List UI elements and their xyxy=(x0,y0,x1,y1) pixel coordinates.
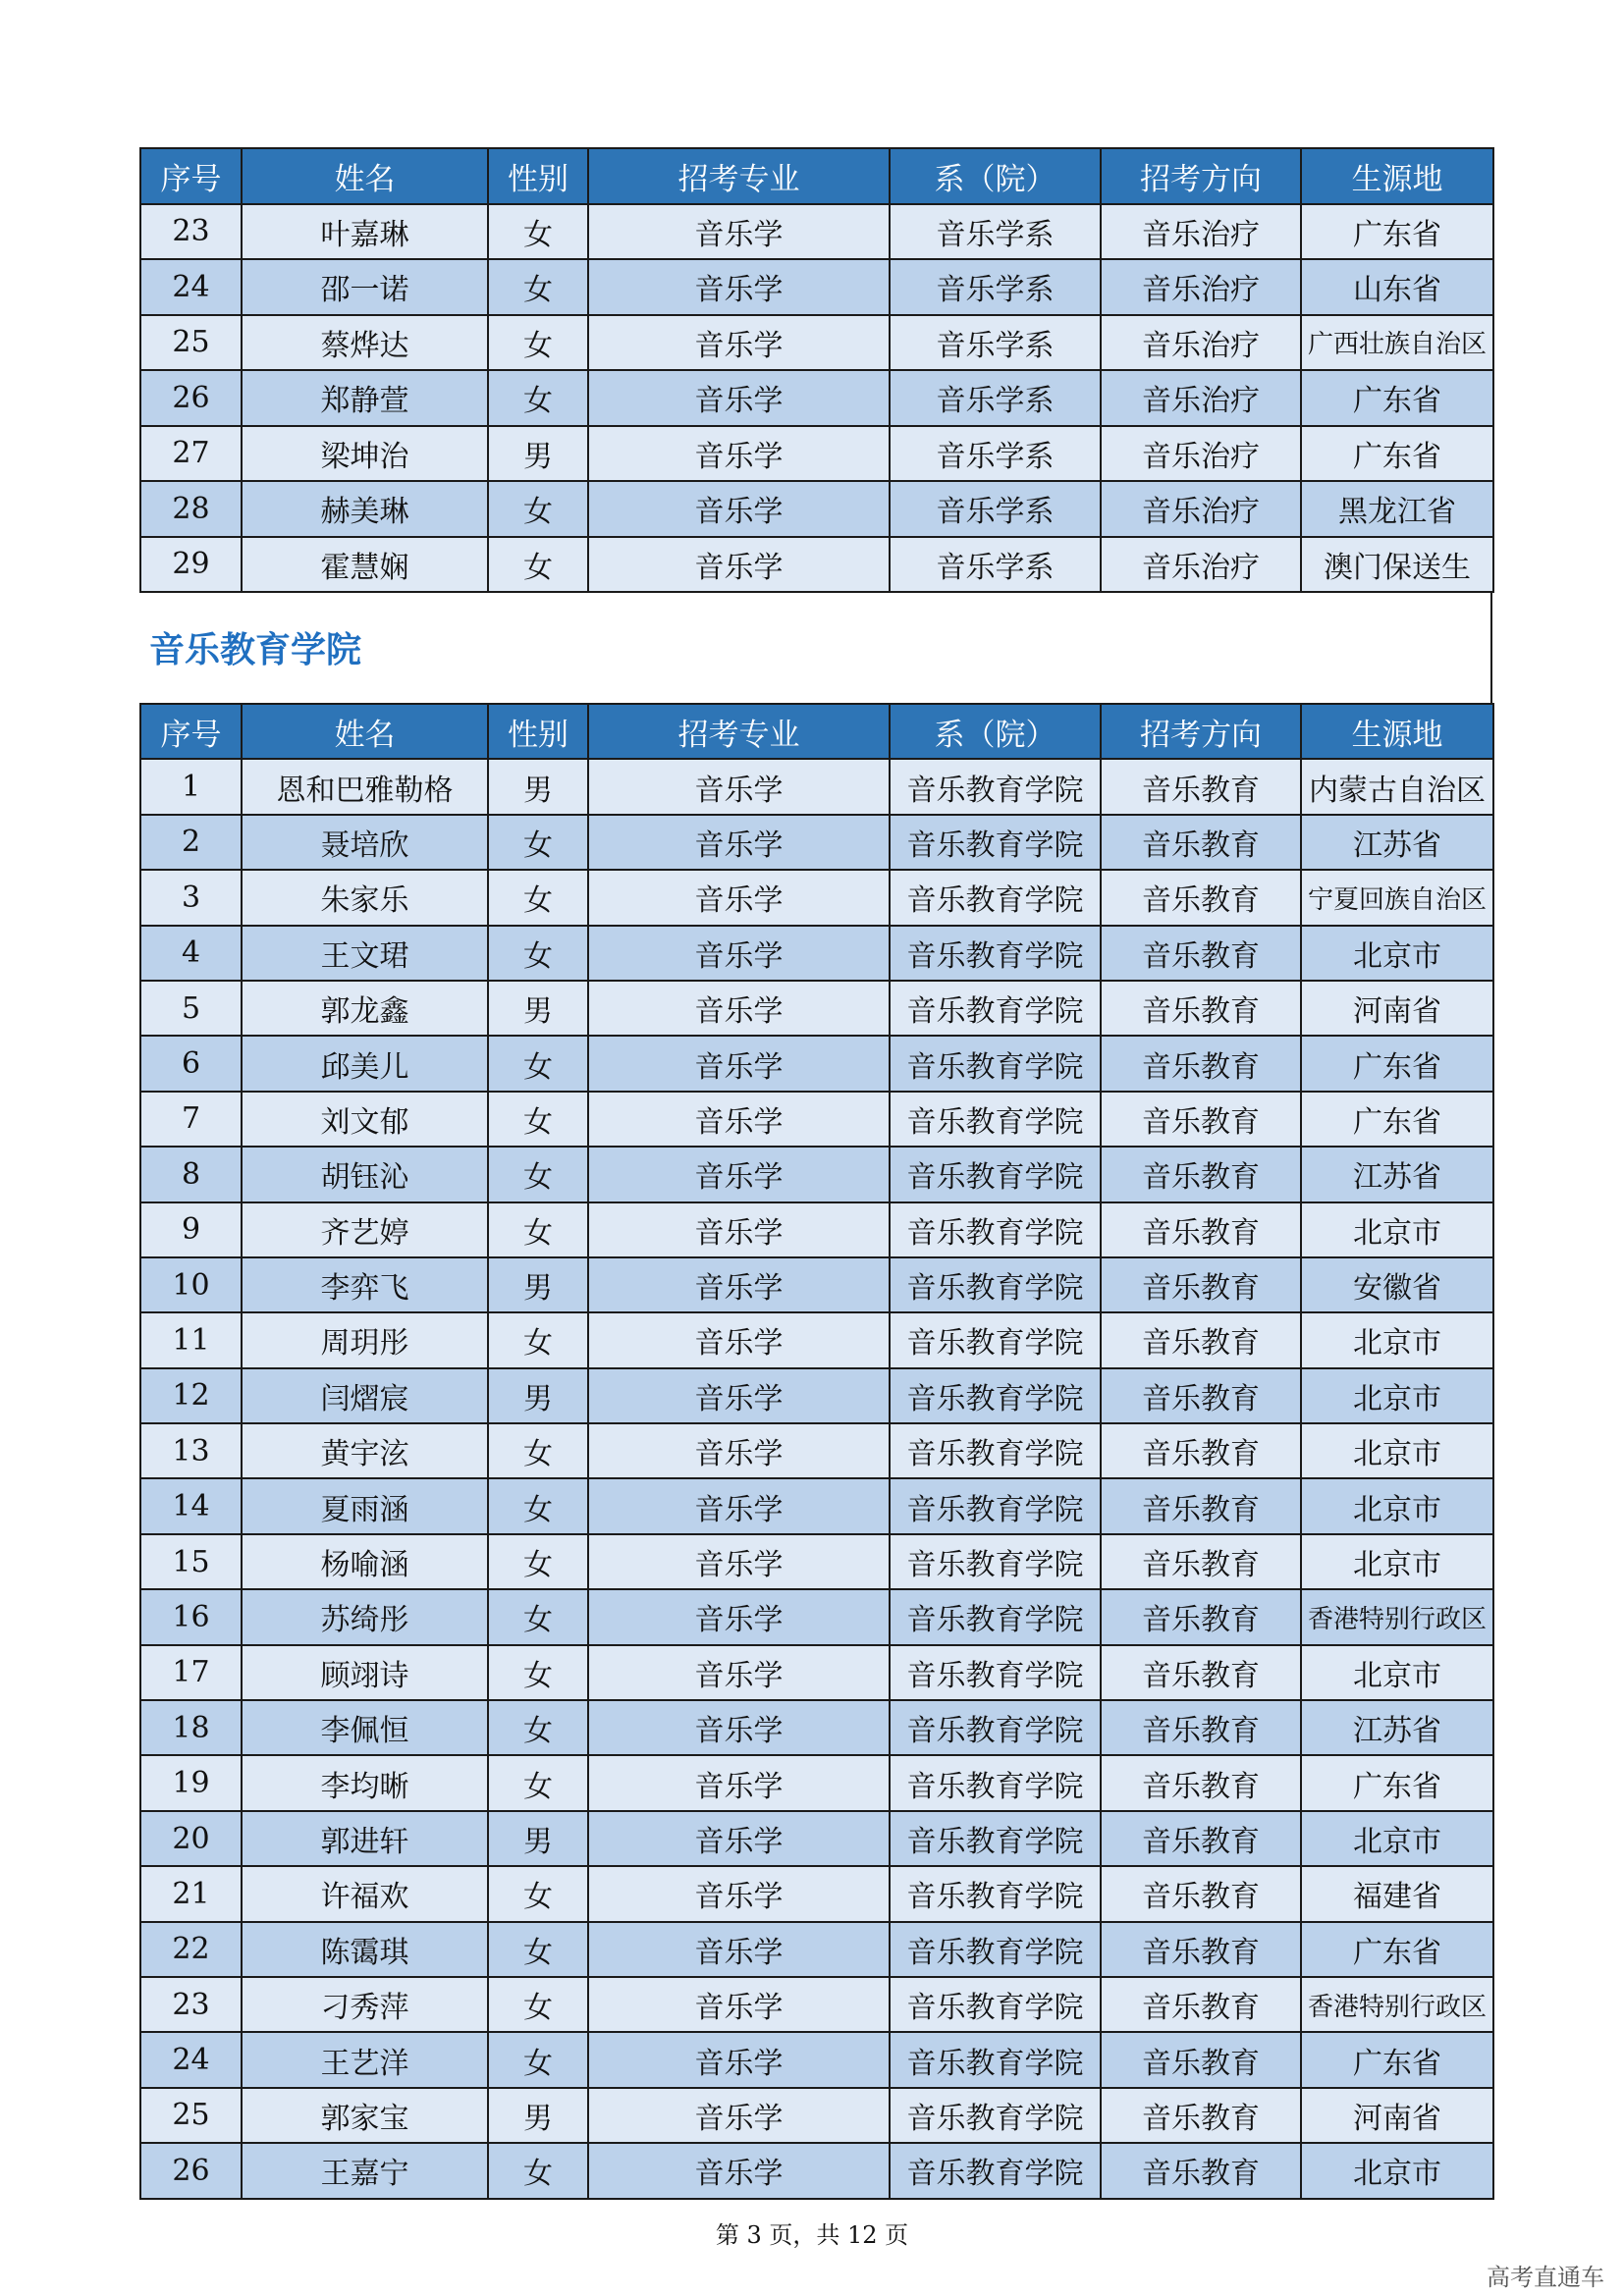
cell-origin: 广东省 xyxy=(1301,1092,1493,1147)
cell-gender: 女 xyxy=(488,2143,588,2198)
table-row xyxy=(140,2032,1493,2087)
cell-major: 音乐学 xyxy=(588,870,890,925)
cell-department: 音乐教育学院 xyxy=(890,1977,1101,2032)
table-row xyxy=(140,870,1493,925)
cell-major: 音乐学 xyxy=(588,315,890,371)
cell-direction: 音乐教育 xyxy=(1101,1202,1301,1257)
cell-direction: 音乐教育 xyxy=(1101,759,1301,814)
table-row xyxy=(140,1589,1493,1644)
cell-index: 27 xyxy=(140,426,242,482)
cell-origin: 宁夏回族自治区 xyxy=(1301,870,1493,925)
cell-gender: 女 xyxy=(488,1534,588,1589)
cell-origin: 香港特别行政区 xyxy=(1301,1589,1493,1644)
cell-major: 音乐学 xyxy=(588,1755,890,1810)
cell-origin: 福建省 xyxy=(1301,1866,1493,1921)
cell-direction: 音乐教育 xyxy=(1101,1589,1301,1644)
table-body xyxy=(140,759,1493,2198)
table-row xyxy=(140,1147,1493,1201)
cell-direction: 音乐教育 xyxy=(1101,1811,1301,1866)
table-row xyxy=(140,1202,1493,1257)
column-header-name: 姓名 xyxy=(242,148,488,204)
cell-gender: 女 xyxy=(488,481,588,537)
cell-index: 29 xyxy=(140,537,242,593)
cell-name: 赫美琳 xyxy=(242,481,488,537)
cell-direction: 音乐治疗 xyxy=(1101,370,1301,426)
cell-origin: 北京市 xyxy=(1301,1368,1493,1423)
cell-index: 22 xyxy=(140,1922,242,1977)
cell-origin: 河南省 xyxy=(1301,2088,1493,2143)
cell-name: 邱美儿 xyxy=(242,1036,488,1091)
table-row xyxy=(140,1534,1493,1589)
cell-index: 28 xyxy=(140,481,242,537)
cell-major: 音乐学 xyxy=(588,1368,890,1423)
cell-major: 音乐学 xyxy=(588,1423,890,1478)
section-title: 音乐教育学院 xyxy=(149,630,362,670)
cell-gender: 女 xyxy=(488,1036,588,1091)
cell-index: 13 xyxy=(140,1423,242,1478)
cell-department: 音乐教育学院 xyxy=(890,2032,1101,2087)
cell-gender: 男 xyxy=(488,759,588,814)
cell-major: 音乐学 xyxy=(588,1257,890,1312)
cell-department: 音乐教育学院 xyxy=(890,1645,1101,1700)
cell-origin: 北京市 xyxy=(1301,1202,1493,1257)
table-row xyxy=(140,1811,1493,1866)
cell-name: 李佩恒 xyxy=(242,1700,488,1755)
cell-origin: 广西壮族自治区 xyxy=(1301,315,1493,371)
cell-index: 24 xyxy=(140,2032,242,2087)
cell-major: 音乐学 xyxy=(588,537,890,593)
cell-index: 4 xyxy=(140,926,242,981)
cell-index: 18 xyxy=(140,1700,242,1755)
cell-name: 梁坤治 xyxy=(242,426,488,482)
roster-table-music-education-college xyxy=(139,703,1494,2200)
cell-direction: 音乐教育 xyxy=(1101,2143,1301,2198)
cell-department: 音乐教育学院 xyxy=(890,1922,1101,1977)
cell-name: 蔡烨达 xyxy=(242,315,488,371)
cell-gender: 女 xyxy=(488,204,588,260)
cell-department: 音乐教育学院 xyxy=(890,870,1101,925)
cell-major: 音乐学 xyxy=(588,759,890,814)
cell-gender: 女 xyxy=(488,1423,588,1478)
cell-direction: 音乐教育 xyxy=(1101,1147,1301,1201)
cell-name: 聂培欣 xyxy=(242,815,488,870)
cell-department: 音乐教育学院 xyxy=(890,1811,1101,1866)
cell-name: 顾翊诗 xyxy=(242,1645,488,1700)
cell-name: 郑静萱 xyxy=(242,370,488,426)
cell-major: 音乐学 xyxy=(588,1478,890,1533)
cell-index: 20 xyxy=(140,1811,242,1866)
cell-department: 音乐教育学院 xyxy=(890,1423,1101,1478)
table-row xyxy=(140,1755,1493,1810)
cell-name: 夏雨涵 xyxy=(242,1478,488,1533)
cell-direction: 音乐教育 xyxy=(1101,2088,1301,2143)
cell-department: 音乐教育学院 xyxy=(890,815,1101,870)
cell-index: 10 xyxy=(140,1257,242,1312)
cell-major: 音乐学 xyxy=(588,426,890,482)
column-header-index: 序号 xyxy=(140,148,242,204)
cell-direction: 音乐教育 xyxy=(1101,1257,1301,1312)
cell-gender: 女 xyxy=(488,1755,588,1810)
cell-direction: 音乐治疗 xyxy=(1101,426,1301,482)
cell-origin: 北京市 xyxy=(1301,1423,1493,1478)
cell-index: 12 xyxy=(140,1368,242,1423)
cell-origin: 北京市 xyxy=(1301,2143,1493,2198)
table-row xyxy=(140,1478,1493,1533)
cell-index: 23 xyxy=(140,204,242,260)
cell-origin: 广东省 xyxy=(1301,1755,1493,1810)
header-row xyxy=(140,148,1493,204)
cell-department: 音乐教育学院 xyxy=(890,1866,1101,1921)
cell-major: 音乐学 xyxy=(588,1645,890,1700)
cell-department: 音乐教育学院 xyxy=(890,1257,1101,1312)
table-row xyxy=(140,1423,1493,1478)
column-header-direction: 招考方向 xyxy=(1101,148,1301,204)
cell-index: 9 xyxy=(140,1202,242,1257)
cell-department: 音乐教育学院 xyxy=(890,1755,1101,1810)
cell-origin: 内蒙古自治区 xyxy=(1301,759,1493,814)
table-row xyxy=(140,259,1493,315)
cell-gender: 男 xyxy=(488,1368,588,1423)
table-row xyxy=(140,759,1493,814)
cell-name: 李均晰 xyxy=(242,1755,488,1810)
cell-department: 音乐教育学院 xyxy=(890,1312,1101,1367)
column-header-department: 系（院） xyxy=(890,148,1101,204)
cell-origin: 江苏省 xyxy=(1301,1147,1493,1201)
cell-major: 音乐学 xyxy=(588,481,890,537)
table-row xyxy=(140,1036,1493,1091)
table-row xyxy=(140,1922,1493,1977)
cell-direction: 音乐教育 xyxy=(1101,1755,1301,1810)
cell-direction: 音乐教育 xyxy=(1101,1922,1301,1977)
table-row xyxy=(140,1977,1493,2032)
cell-name: 邵一诺 xyxy=(242,259,488,315)
cell-major: 音乐学 xyxy=(588,815,890,870)
table-row xyxy=(140,2088,1493,2143)
table-row xyxy=(140,481,1493,537)
cell-department: 音乐教育学院 xyxy=(890,1092,1101,1147)
cell-index: 5 xyxy=(140,981,242,1036)
cell-gender: 女 xyxy=(488,537,588,593)
column-header-major: 招考专业 xyxy=(588,704,890,759)
table-row xyxy=(140,1312,1493,1367)
table-row xyxy=(140,537,1493,593)
cell-index: 1 xyxy=(140,759,242,814)
table-row xyxy=(140,1700,1493,1755)
cell-index: 2 xyxy=(140,815,242,870)
cell-direction: 音乐教育 xyxy=(1101,1312,1301,1367)
cell-major: 音乐学 xyxy=(588,1202,890,1257)
cell-index: 7 xyxy=(140,1092,242,1147)
page-footer: 第 3 页，共 12 页 xyxy=(715,2221,909,2249)
cell-major: 音乐学 xyxy=(588,2088,890,2143)
cell-origin: 黑龙江省 xyxy=(1301,481,1493,537)
cell-major: 音乐学 xyxy=(588,1922,890,1977)
cell-gender: 女 xyxy=(488,1092,588,1147)
cell-direction: 音乐教育 xyxy=(1101,981,1301,1036)
cell-name: 黄宇泫 xyxy=(242,1423,488,1478)
column-header-major: 招考专业 xyxy=(588,148,890,204)
table-row xyxy=(140,2143,1493,2198)
cell-index: 11 xyxy=(140,1312,242,1367)
cell-department: 音乐学系 xyxy=(890,537,1101,593)
cell-major: 音乐学 xyxy=(588,1534,890,1589)
cell-index: 26 xyxy=(140,370,242,426)
column-header-index: 序号 xyxy=(140,704,242,759)
cell-department: 音乐教育学院 xyxy=(890,1368,1101,1423)
cell-major: 音乐学 xyxy=(588,1092,890,1147)
cell-major: 音乐学 xyxy=(588,2143,890,2198)
cell-department: 音乐教育学院 xyxy=(890,981,1101,1036)
cell-origin: 北京市 xyxy=(1301,1645,1493,1700)
cell-gender: 女 xyxy=(488,1589,588,1644)
cell-gender: 男 xyxy=(488,1257,588,1312)
header-row xyxy=(140,704,1493,759)
table-row xyxy=(140,926,1493,981)
cell-department: 音乐学系 xyxy=(890,315,1101,371)
column-header-direction: 招考方向 xyxy=(1101,704,1301,759)
cell-origin: 江苏省 xyxy=(1301,1700,1493,1755)
cell-origin: 广东省 xyxy=(1301,1036,1493,1091)
cell-gender: 女 xyxy=(488,370,588,426)
cell-origin: 河南省 xyxy=(1301,981,1493,1036)
cell-name: 陈霭琪 xyxy=(242,1922,488,1977)
cell-name: 郭家宝 xyxy=(242,2088,488,2143)
column-header-origin: 生源地 xyxy=(1301,704,1493,759)
cell-name: 郭龙鑫 xyxy=(242,981,488,1036)
cell-major: 音乐学 xyxy=(588,1700,890,1755)
cell-index: 26 xyxy=(140,2143,242,2198)
cell-name: 杨喻涵 xyxy=(242,1534,488,1589)
cell-origin: 北京市 xyxy=(1301,1478,1493,1533)
column-header-origin: 生源地 xyxy=(1301,148,1493,204)
table-row xyxy=(140,1866,1493,1921)
roster-table-music-department xyxy=(139,147,1494,593)
cell-gender: 女 xyxy=(488,926,588,981)
cell-gender: 女 xyxy=(488,815,588,870)
cell-index: 16 xyxy=(140,1589,242,1644)
table-row xyxy=(140,204,1493,260)
cell-department: 音乐学系 xyxy=(890,481,1101,537)
cell-name: 周玥彤 xyxy=(242,1312,488,1367)
cell-gender: 男 xyxy=(488,981,588,1036)
cell-department: 音乐教育学院 xyxy=(890,1478,1101,1533)
cell-gender: 女 xyxy=(488,2032,588,2087)
cell-index: 8 xyxy=(140,1147,242,1201)
cell-gender: 女 xyxy=(488,1700,588,1755)
cell-index: 21 xyxy=(140,1866,242,1921)
cell-major: 音乐学 xyxy=(588,370,890,426)
cell-gender: 女 xyxy=(488,1312,588,1367)
cell-direction: 音乐教育 xyxy=(1101,1423,1301,1478)
watermark: 高考直通车 xyxy=(1487,2264,1604,2291)
cell-origin: 北京市 xyxy=(1301,1811,1493,1866)
cell-name: 闫熠宸 xyxy=(242,1368,488,1423)
column-header-department: 系（院） xyxy=(890,704,1101,759)
cell-direction: 音乐教育 xyxy=(1101,870,1301,925)
column-header-gender: 性别 xyxy=(488,148,588,204)
cell-department: 音乐教育学院 xyxy=(890,1202,1101,1257)
cell-direction: 音乐教育 xyxy=(1101,1092,1301,1147)
cell-department: 音乐学系 xyxy=(890,204,1101,260)
cell-name: 郭进轩 xyxy=(242,1811,488,1866)
cell-name: 刁秀萍 xyxy=(242,1977,488,2032)
cell-origin: 广东省 xyxy=(1301,2032,1493,2087)
cell-origin: 广东省 xyxy=(1301,204,1493,260)
cell-gender: 女 xyxy=(488,1977,588,2032)
cell-origin: 香港特别行政区 xyxy=(1301,1977,1493,2032)
cell-department: 音乐教育学院 xyxy=(890,1700,1101,1755)
cell-gender: 女 xyxy=(488,1645,588,1700)
cell-origin: 北京市 xyxy=(1301,1312,1493,1367)
table-body xyxy=(140,204,1493,593)
cell-major: 音乐学 xyxy=(588,926,890,981)
cell-index: 25 xyxy=(140,2088,242,2143)
cell-name: 刘文郁 xyxy=(242,1092,488,1147)
cell-name: 王嘉宁 xyxy=(242,2143,488,2198)
table-row xyxy=(140,426,1493,482)
cell-department: 音乐教育学院 xyxy=(890,2088,1101,2143)
cell-direction: 音乐治疗 xyxy=(1101,315,1301,371)
cell-origin: 安徽省 xyxy=(1301,1257,1493,1312)
cell-origin: 山东省 xyxy=(1301,259,1493,315)
table-row xyxy=(140,981,1493,1036)
table-row xyxy=(140,1257,1493,1312)
cell-origin: 澳门保送生 xyxy=(1301,537,1493,593)
cell-department: 音乐教育学院 xyxy=(890,1589,1101,1644)
cell-name: 王艺洋 xyxy=(242,2032,488,2087)
cell-direction: 音乐教育 xyxy=(1101,1866,1301,1921)
cell-index: 17 xyxy=(140,1645,242,1700)
cell-department: 音乐学系 xyxy=(890,259,1101,315)
cell-name: 许福欢 xyxy=(242,1866,488,1921)
table-header xyxy=(140,704,1493,759)
cell-name: 朱家乐 xyxy=(242,870,488,925)
cell-direction: 音乐教育 xyxy=(1101,926,1301,981)
table-row xyxy=(140,815,1493,870)
cell-index: 23 xyxy=(140,1977,242,2032)
cell-department: 音乐教育学院 xyxy=(890,1147,1101,1201)
table-row xyxy=(140,315,1493,371)
column-header-name: 姓名 xyxy=(242,704,488,759)
cell-direction: 音乐教育 xyxy=(1101,1534,1301,1589)
cell-department: 音乐教育学院 xyxy=(890,2143,1101,2198)
cell-name: 苏绮彤 xyxy=(242,1589,488,1644)
cell-index: 19 xyxy=(140,1755,242,1810)
cell-major: 音乐学 xyxy=(588,1147,890,1201)
cell-index: 24 xyxy=(140,259,242,315)
cell-major: 音乐学 xyxy=(588,1036,890,1091)
cell-gender: 女 xyxy=(488,1478,588,1533)
cell-direction: 音乐教育 xyxy=(1101,1478,1301,1533)
cell-major: 音乐学 xyxy=(588,1312,890,1367)
table-border-line xyxy=(1490,593,1492,703)
cell-direction: 音乐治疗 xyxy=(1101,259,1301,315)
cell-gender: 女 xyxy=(488,1922,588,1977)
cell-gender: 女 xyxy=(488,1147,588,1201)
cell-direction: 音乐教育 xyxy=(1101,1700,1301,1755)
cell-direction: 音乐教育 xyxy=(1101,1645,1301,1700)
cell-name: 霍慧娴 xyxy=(242,537,488,593)
cell-index: 3 xyxy=(140,870,242,925)
cell-direction: 音乐教育 xyxy=(1101,815,1301,870)
table-row xyxy=(140,1368,1493,1423)
cell-major: 音乐学 xyxy=(588,204,890,260)
cell-direction: 音乐教育 xyxy=(1101,1368,1301,1423)
cell-name: 王文珺 xyxy=(242,926,488,981)
cell-gender: 男 xyxy=(488,2088,588,2143)
cell-department: 音乐教育学院 xyxy=(890,1036,1101,1091)
table-row xyxy=(140,1092,1493,1147)
cell-direction: 音乐治疗 xyxy=(1101,481,1301,537)
cell-gender: 女 xyxy=(488,315,588,371)
cell-department: 音乐教育学院 xyxy=(890,1534,1101,1589)
cell-department: 音乐教育学院 xyxy=(890,759,1101,814)
cell-name: 胡钰沁 xyxy=(242,1147,488,1201)
cell-index: 14 xyxy=(140,1478,242,1533)
cell-major: 音乐学 xyxy=(588,1977,890,2032)
cell-major: 音乐学 xyxy=(588,1866,890,1921)
cell-direction: 音乐治疗 xyxy=(1101,204,1301,260)
cell-gender: 女 xyxy=(488,870,588,925)
table-row xyxy=(140,1645,1493,1700)
cell-gender: 女 xyxy=(488,259,588,315)
column-header-gender: 性别 xyxy=(488,704,588,759)
cell-direction: 音乐教育 xyxy=(1101,2032,1301,2087)
cell-direction: 音乐教育 xyxy=(1101,1977,1301,2032)
cell-index: 6 xyxy=(140,1036,242,1091)
cell-origin: 江苏省 xyxy=(1301,815,1493,870)
cell-major: 音乐学 xyxy=(588,981,890,1036)
cell-major: 音乐学 xyxy=(588,259,890,315)
cell-origin: 北京市 xyxy=(1301,1534,1493,1589)
cell-direction: 音乐教育 xyxy=(1101,1036,1301,1091)
cell-major: 音乐学 xyxy=(588,1589,890,1644)
cell-origin: 广东省 xyxy=(1301,426,1493,482)
cell-department: 音乐学系 xyxy=(890,370,1101,426)
cell-name: 齐艺婷 xyxy=(242,1202,488,1257)
cell-gender: 男 xyxy=(488,426,588,482)
cell-origin: 广东省 xyxy=(1301,1922,1493,1977)
cell-origin: 北京市 xyxy=(1301,926,1493,981)
table-header xyxy=(140,148,1493,204)
cell-direction: 音乐治疗 xyxy=(1101,537,1301,593)
cell-department: 音乐教育学院 xyxy=(890,926,1101,981)
cell-name: 叶嘉琳 xyxy=(242,204,488,260)
cell-index: 15 xyxy=(140,1534,242,1589)
cell-gender: 女 xyxy=(488,1866,588,1921)
table-row xyxy=(140,370,1493,426)
cell-department: 音乐学系 xyxy=(890,426,1101,482)
cell-name: 李弈飞 xyxy=(242,1257,488,1312)
cell-name: 恩和巴雅勒格 xyxy=(242,759,488,814)
cell-index: 25 xyxy=(140,315,242,371)
cell-gender: 女 xyxy=(488,1202,588,1257)
cell-gender: 男 xyxy=(488,1811,588,1866)
cell-major: 音乐学 xyxy=(588,1811,890,1866)
cell-major: 音乐学 xyxy=(588,2032,890,2087)
cell-origin: 广东省 xyxy=(1301,370,1493,426)
